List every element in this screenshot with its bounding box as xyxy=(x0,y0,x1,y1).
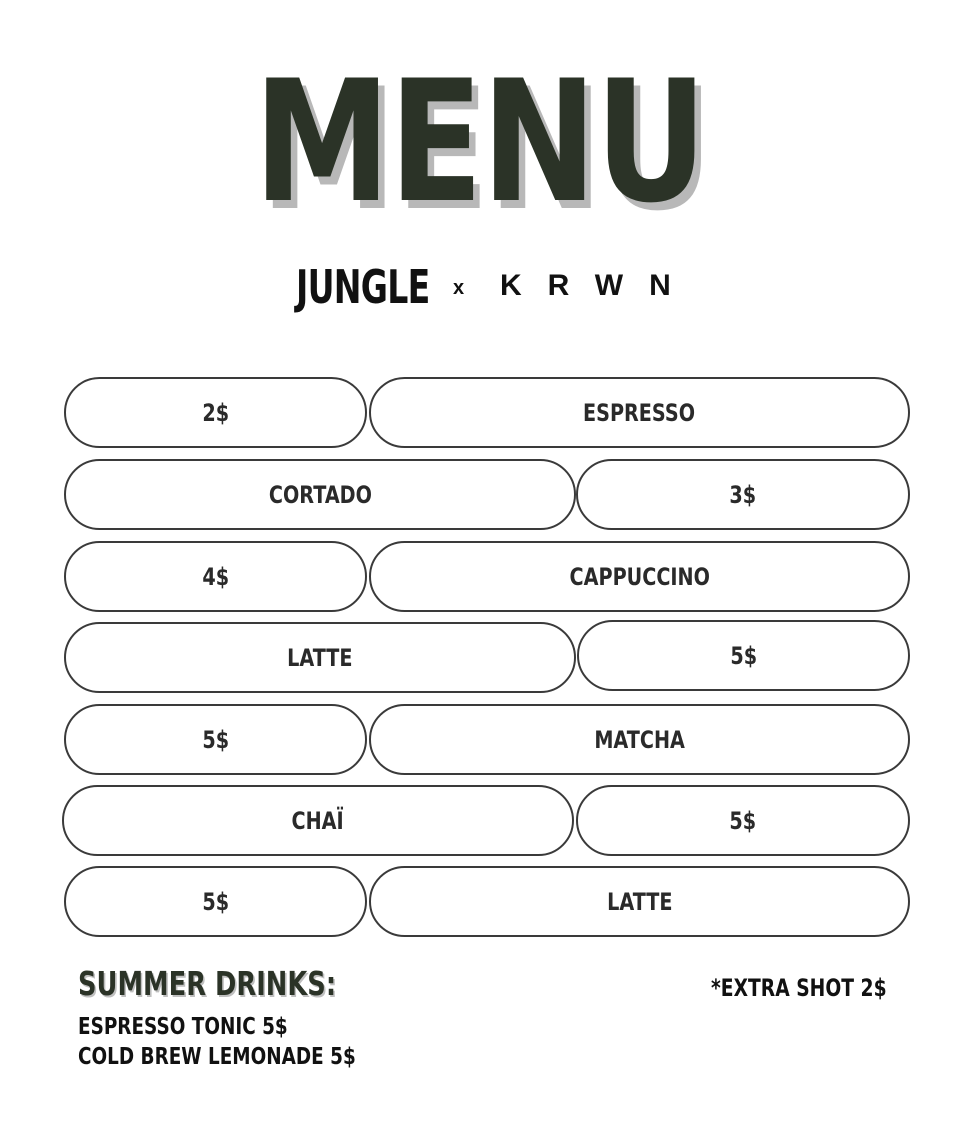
menu-item-name: LATTE xyxy=(606,887,673,916)
menu-item-name: CAPPUCCINO xyxy=(569,562,710,591)
menu-item-name: ESPRESSO xyxy=(583,398,696,427)
menu-item-pill[interactable] xyxy=(64,622,576,693)
menu-price: 5$ xyxy=(202,887,229,916)
extra-shot-note: *EXTRA SHOT 2$ xyxy=(711,974,887,1002)
summer-drink-item: ESPRESSO TONIC 5$ xyxy=(78,1014,288,1040)
menu-price-pill[interactable] xyxy=(576,459,910,530)
menu-item-pill[interactable] xyxy=(369,704,910,775)
menu-price-pill[interactable] xyxy=(577,620,910,691)
menu-price: 2$ xyxy=(202,398,229,427)
menu-item-pill[interactable] xyxy=(64,459,576,530)
menu-item-name: MATCHA xyxy=(594,725,685,754)
brand-jungle-logo: JUNGLE xyxy=(296,260,430,314)
menu-price-pill[interactable] xyxy=(64,541,367,612)
summer-drink-item: COLD BREW LEMONADE 5$ xyxy=(78,1044,356,1070)
menu-price: 5$ xyxy=(729,806,757,835)
menu-item-name: LATTE xyxy=(287,643,353,672)
menu-price: 5$ xyxy=(202,725,229,754)
menu-price-pill[interactable] xyxy=(576,785,910,856)
menu-price-pill[interactable] xyxy=(64,704,367,775)
brand-separator: x xyxy=(453,277,465,299)
summer-drinks-heading: SUMMER DRINKS: xyxy=(78,964,337,1003)
menu-price-pill[interactable] xyxy=(64,866,367,937)
menu-price-pill[interactable] xyxy=(64,377,367,448)
menu-item-pill[interactable] xyxy=(369,541,910,612)
menu-item-pill[interactable] xyxy=(369,377,910,448)
menu-price: 4$ xyxy=(202,562,229,591)
page-title: MENU xyxy=(253,44,706,240)
brand-krwn-logo: KRWN xyxy=(500,269,697,302)
menu-price: 3$ xyxy=(729,480,757,509)
menu-price: 5$ xyxy=(730,641,757,670)
menu-item-name: CORTADO xyxy=(268,480,372,509)
brand-collab xyxy=(0,258,959,318)
menu-item-pill[interactable] xyxy=(369,866,910,937)
menu-item-pill[interactable] xyxy=(62,785,574,856)
menu-item-name: CHAÏ xyxy=(291,806,345,835)
